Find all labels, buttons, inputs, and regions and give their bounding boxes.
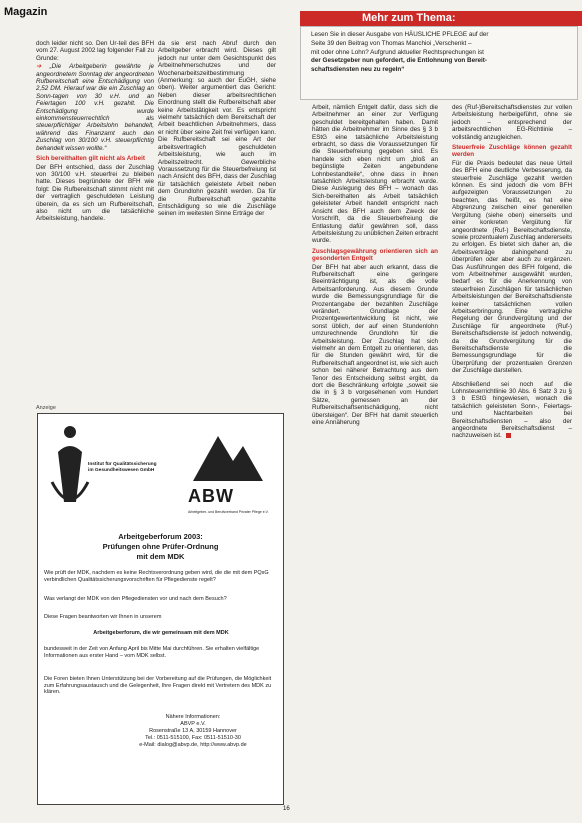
abw-logo-text: ABW <box>188 486 234 506</box>
page-number: 16 <box>283 806 290 812</box>
contact-line: e-Mail: dialog@abvp.de, http://www.abvp.de <box>139 742 247 748</box>
ad-paragraph-1: Wie prüft der MDK, nachdem es keine Rechtsverordnung geben wird, die die mit dem PQsG verbindlichen Qualitätssicherungsvorschriften für Pflegedienste regelt? <box>44 570 269 583</box>
ad-title-line: mit dem MDK <box>136 552 185 561</box>
ad-contact <box>108 714 278 749</box>
ad-title-line: Arbeitgeberforum 2003: <box>118 532 203 541</box>
ad-paragraph-2: Was verlangt der MDK von den Pflegediensten vor und nach dem Besuch? <box>44 596 227 602</box>
bullet-arrow-icon: ➔ <box>36 63 50 71</box>
column-3 <box>312 104 438 427</box>
advertisement <box>37 413 284 805</box>
info-line: der Gesetzgeber nun gefordert, die Entlohnung von Bereit- <box>311 57 487 65</box>
col3-text2: Der BFH hat aber auch erkannt, dass die Rufbereitschaft eine geringere Beeinträchtigung ist, als die volle Arbeitsanforderung. Aus diesem Grunde wurde die Bemessungsgrundlage für die Prozentangabe der bezahlten Zuschläge verändert. Grundlage der Prozentgewertentwicklung ist nicht, wie sonst üblich, der auf einen Stundenlohn umzurechnende Grundlohn für die Arbeitsleistung. Der Zuschlag hat sich vielmehr an dem Entgelt zu orientieren, das für die Stunden gewährt wird, für die Rufbereitschaft angeordnet ist, wie sich auch schon bei näherer Betrachtung aus dem Tenor des Entscheidung selbst ergibt, da dort die Beschränkung erfolgte „soweit sie die in § 3 b vorgesehenen vom Hundert Sätze, gemessen an der Rufbereitschaftsentschädigung, nicht übersteigen“. Der BFH hat damit steuerlich eine Annäherung <box>312 263 438 427</box>
header-bar <box>0 0 582 26</box>
abw-logo-sub: Arbeitgeber- und Berufsverband Privater Pflege e.V. <box>188 510 269 514</box>
ad-title-line: Prüfungen ohne Prüfer-Ordnung <box>102 542 219 551</box>
col2-text: da sie erst nach Abruf durch den Arbeitgeber erbracht wird. Dieses gilt jedoch nur unter dem Gesichtspunkt des Arbeitnehmerschutzes und der Wochenarbeitszeitbestimmung (Anmerkung: so auch der EuGH, siehe oben). Weiter argumentiert das Gericht: Neben dieser arbeitsrechtlichen Einordnung stellt die Rufbereitschaft aber keine Arbeitstätigkeit vor. Es entspricht vielmehr tatsächlich dem Bereitschaft der Arbeit beachtlichen Arbeitnehmers, dass er nicht über seine Zeit frei verfügen kann. Die Rufbereitschaft sei eine Art der arbeitsvertraglich geschuldeten Arbeitsleistung, wie auch im Arbeitszeitrecht. Gewerbliche Voraussetzung für die Steuerbefreiung ist nach Ansicht des BFH, dass der Zuschlag für tatsächlich geleistete Arbeit neben dem Grundlohn gezahlt werden. Da für die Rufbereitschaft gezahlte Entschädigung so wie die Zuschläge seinen im weitesten Sinne Erträge der <box>158 40 276 218</box>
side-label <box>2 690 16 810</box>
info-line: Lesen Sie in dieser Ausgabe von HÄUSLICHE PFLEGE auf der <box>311 31 489 38</box>
contact-line: ABVP e.V. <box>180 721 206 727</box>
col1-text: Der BFH entschied, dass der Zuschlag von 30/100 v.H. steuerfrei zu bleiben hatte. Dieses begründete der BFH wie folgt: Die Rufbereitschaft stimmt nicht mit der vertraglich geschuldeten Leistung überein, da es sich um Rufbereitschaft, also nicht um die tatsächliche Arbeitsleistung, handele. <box>36 163 154 223</box>
ad-paragraph-6: Die Foren bieten Ihnen Unterstützung bei der Vorbereitung auf die Prüfungen, die Möglichkeit zum Erfahrungsaustausch und die Gelegenheit, Ihre Fragen direkt mit Vertretern des MDK zu klären. <box>44 676 272 696</box>
col4-text1: des (Ruf-)Bereitschaftsdienstes zur vollen Arbeitsleistung herbeigeführt, ohne sie jedoch – entsprechend der arbeitsrechtlichen EG-Richtlinie – vollständig anzugleichen. <box>452 104 572 141</box>
column-4 <box>452 104 572 441</box>
contact-line: Rosenstraße 13 A, 30159 Hannover <box>149 728 237 734</box>
abw-mountain-icon <box>188 426 268 486</box>
contact-line: Tel.: 0511-515100, Fax: 0511-51510-30 <box>145 735 241 741</box>
section-label: Magazin <box>4 6 48 18</box>
info-line: Seite 39 den Beitrag von Thomas Manchioi „Verschenkt – <box>311 39 472 47</box>
column-2 <box>158 40 276 219</box>
figure-logo-icon <box>50 422 90 512</box>
col3-subhead: Zuschlagsgewährung orientieren sich an gesonderten Entgelt <box>312 247 438 263</box>
iqs-logo <box>50 422 160 522</box>
ad-label: Anzeige <box>36 405 56 411</box>
col1-intro: doch leider nicht so. Den Ur-teil des BFH vom 27. August 2002 lag folgender Fall zu Grunde: <box>36 40 154 62</box>
col4-text2: Für die Praxis bedeutet das neue Urteil des BFH eine deutliche Verbesserung, da steuerfreie Zuschläge gezahlt werden können. Es sind jedoch die vom BFH aufgezeigten Voraussetzungen zu beachten, das heißt, es hat eine Abgrenzung zwischen einer generellen Vergütung (siehe oben) einerseits und einer konkreten Vergütung für angeordnete (Ruf-) Bereitschaftsdienste, sowie prozentualem Zuschlag andererseits zu erfolgen. Es bietet sich daher an, die Arbeitsverträge dahingehend zu überprüfen oder aber auch zu ergänzen. Das Ausführungen des BFH folgend, die vom Arbeitnehmer ausgewählt wurden, bedarf es für die Anerkennung von steuerfreien Zuschlägen für tatsächlichen Arbeitsleistungen der Bereitschaftsdienste keiner tatsächlichen vollen Arbeitserbringung. Eine vertragliche Regelung der Grundvergütung und der Zuschläge für angeordnete (Ruf-) Bereitschaftsdienste ist jedoch notwendig, da die Grundvergütung für die Bereitschaftsdienste die Bemessungsgrundlage für die Überprüfung der prozentualen Grenzen der Zuschläge darstellen. <box>452 159 572 375</box>
info-line: schaftsdiensten neu zu regeln“ <box>311 66 405 74</box>
col4-text3: Abschließend sei noch auf die Lohnsteuerrichtlinie 30 Abs. 6 Satz 3 zu § 3 b EStG hingewiesen, wonach die tatsächlich geleisteten Sonn-, Feiertags- und Nachtarbeiten bei Bereitschaftsdiensten – also der angeordnete Bereitschaftsdienst – nachzuweisen ist. <box>452 380 572 440</box>
column-1 <box>36 40 154 224</box>
col4-subhead: Steuerfreie Zuschläge können gezahlt werden <box>452 144 572 159</box>
ad-paragraph-4: Arbeitgeberforum, die wir gemeinsam mit dem MDK <box>93 630 229 636</box>
col1-quote-text: „Die Arbeitgeberin gewährte je angeordnetem Sonntag der angeordneten Rufbereitschaft eine Entschädigung von 2,52 DM. Hierauf war die ein Zuschlag an Sonn-tagen von 30 v.H. und an Feiertagen 100 v.H. gezahlt. Die Entschädigung wurde einkommensteuerrechtlich als steuerpflichtiger Arbeitslohn behandelt, während das Finanzamt auch den Zuschlag von 30/100 v.H. steuerpflichtig behandelt wissen wollte.“ <box>36 63 154 152</box>
more-topic-title: Mehr zum Thema: <box>300 11 582 26</box>
col1-subhead: Sich bereithalten gilt nicht als Arbeit <box>36 155 145 163</box>
contact-line: Nähere Informationen: <box>165 714 221 720</box>
ad-paragraph-5: bundesweit in der Zeit von Anfang April bis Mitte Mai durchführen. Sie erhalten vielfältige Informationen aus erster Hand – vom MDK selbst. <box>44 646 260 659</box>
abw-logo <box>188 426 278 526</box>
info-box <box>300 26 578 100</box>
end-mark-icon <box>506 433 511 438</box>
info-line: mit oder ohne Lohn? Aufgrund aktueller Rechtsprechungen ist <box>311 48 484 56</box>
col4-text3-wrap <box>452 381 572 440</box>
ad-paragraph-3: Diese Fragen beantworten wir Ihnen in unserem <box>44 614 162 620</box>
iqs-logo-text: Institut für Qualitätssicherung im Gesundheitswesen GmbH <box>88 462 157 473</box>
col1-quote <box>36 63 154 152</box>
ad-title <box>38 532 283 562</box>
col3-text1: Arbeit, nämlich Entgelt dafür, dass sich die Arbeitnehmer an einer zur Verfügung geschuldet bereitgehalten haben. Damit hätten die Arbeitnehmer im Sinne des § 3 b EStG eine tatsächliche Arbeitsleistung erbracht, so dass die Voraussetzungen für die Steuerbefreiung gegeben sind. Es handele sich eben nicht um „bloß an begünstigte Zeiten angebundene Lohnbestandteile“, ohne dass in ihnen tatsächlich Arbeitsleistung erbracht wurde. Diese Auslegung des BFH – wonach das Sich-bereithalten als Arbeit tatsächlich geleisteter Arbeit handelt entspricht nach Ansicht des BFH auch dem Zweck der Vorschrift, da die Steuerbefreiung die Entlastung dafür gewähren soll, dass Arbeitsleistung zu unüblichen Zeiten erbracht wurde. <box>312 104 439 245</box>
